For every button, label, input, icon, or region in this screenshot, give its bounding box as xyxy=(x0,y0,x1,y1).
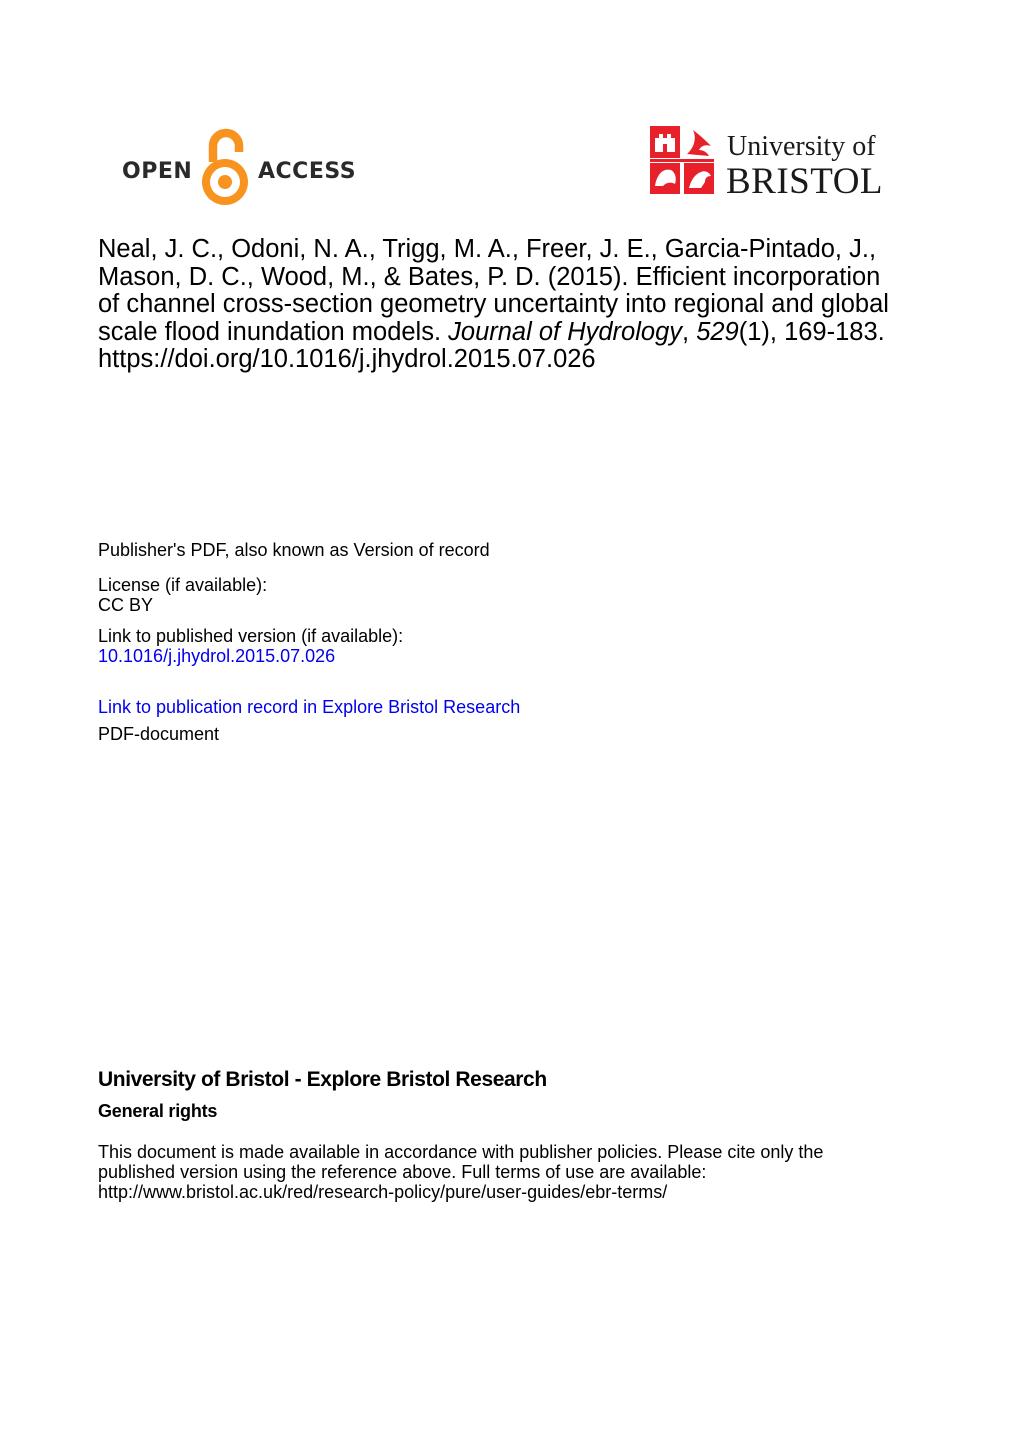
license-value: CC BY xyxy=(98,595,154,615)
terms-url[interactable]: http://www.bristol.ac.uk/red/research-policy/pure/user-guides/ebr-terms/ xyxy=(98,1182,668,1202)
footer-title: University of Bristol - Explore Bristol Research xyxy=(98,1068,547,1091)
citation-block xyxy=(98,236,968,374)
license-label: License (if available): xyxy=(98,575,268,595)
university-name-line1: University of xyxy=(727,131,876,162)
citation-line: Neal, J. C., Odoni, N. A., Trigg, M. A., Freer, J. E., Garcia-Pintado, J., xyxy=(98,235,877,263)
document-type: PDF-document xyxy=(98,724,220,744)
open-lock-icon xyxy=(196,122,254,210)
university-name-line2: BRISTOL xyxy=(726,161,884,202)
citation-line xyxy=(98,319,968,347)
open-access-logo-open-text: OPEN xyxy=(122,159,193,184)
citation-line: of channel cross-section geometry uncertainty into regional and global xyxy=(98,290,889,318)
published-version-label: Link to published version (if available): xyxy=(98,626,404,646)
citation-separator: , xyxy=(682,317,697,346)
citation-line: Mason, D. C., Wood, M., & Bates, P. D. (2015). Efficient incorporation xyxy=(98,262,881,291)
footer-subtitle: General rights xyxy=(98,1101,218,1121)
journal-volume: 529 xyxy=(696,317,739,346)
footer-body xyxy=(98,1142,978,1202)
footer-body-line: This document is made available in accordance with publisher policies. Please cite only the xyxy=(98,1142,824,1162)
citation-pages: (1), 169-183. xyxy=(738,317,885,346)
citation-text: scale flood inundation models. xyxy=(98,317,449,346)
open-access-logo-access-text: ACCESS xyxy=(258,159,357,184)
university-crest-icon xyxy=(649,124,715,196)
published-version-link[interactable]: 10.1016/j.jhydrol.2015.07.026 xyxy=(98,646,336,666)
version-text: Publisher's PDF, also known as Version of record xyxy=(98,540,490,560)
publication-record-link[interactable]: Link to publication record in Explore Bristol Research xyxy=(98,697,521,717)
footer-body-line: published version using the reference above. Full terms of use are available: xyxy=(98,1162,707,1182)
citation-doi-url: https://doi.org/10.1016/j.jhydrol.2015.07.026 xyxy=(98,345,596,373)
journal-name: Journal of Hydrology xyxy=(448,317,683,346)
